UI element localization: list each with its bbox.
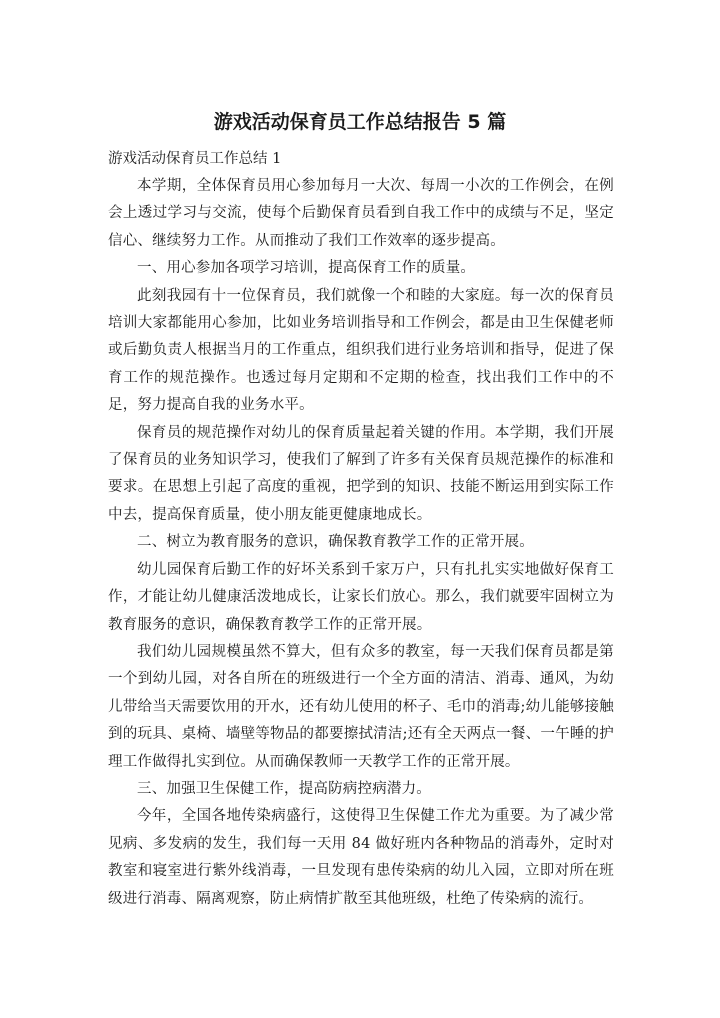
paragraph-daily-routine: 我们幼儿园规模虽然不算大，但有众多的教室，每一天我们保育员都是第一个到幼儿园，对各自所在的班级进行一个全方面的清洁、消毒、通风，为幼儿带给当天需要饮用的开水，还有幼儿使用的杯子、毛巾的消毒;幼儿能够接触到的玩具、桌椅、墙壁等物品的都要擦拭清洁;还有全天两点一餐、一午睡的护理工作做得扎实到位。从而确保教师一天教学工作的正常开展。 xyxy=(108,643,614,770)
section-heading-1: 一、用心参加各项学习培训，提高保育工作的质量。 xyxy=(137,260,476,277)
paragraph-training: 此刻我园有十一位保育员，我们就像一个和睦的大家庭。每一次的保育员培训大家都能用心参加，比如业务培训指导和工作例会，都是由卫生保健老师或后勤负责人根据当月的工作重点，组织我们进行业务培训和指导，促进了保育工作的规范操作。也透过每月定期和不定期的检查，找出我们工作中的不足，努力提高自我的业务水平。 xyxy=(108,287,614,414)
paragraph-service-awareness: 幼儿园保育后勤工作的好坏关系到千家万户，只有扎扎实实地做好保育工作，才能让幼儿健康活泼地成长，让家长们放心。那么，我们就要牢固树立为教育服务的意识，确保教育教学工作的正常开展。 xyxy=(108,561,614,633)
document-title: 游戏活动保育员工作总结报告 5 篇 xyxy=(213,111,507,133)
document-subtitle: 游戏活动保育员工作总结 1 xyxy=(108,151,282,167)
paragraph-intro: 本学期，全体保育员用心参加每月一大次、每周一小次的工作例会，在例会上透过学习与交流，使每个后勤保育员看到自我工作中的成绩与不足，坚定信心、继续努力工作。从而推动了我们工作效率的逐步提高。 xyxy=(108,178,614,249)
paragraph-hygiene: 今年，全国各地传染病盛行，这使得卫生保健工作尤为重要。为了减少常见病、多发病的发生，我们每一天用 84 做好班内各种物品的消毒外，定时对教室和寝室进行紫外线消毒，一旦发现有患传染病的幼儿入园，立即对所在班级进行消毒、隔离观察，防止病情扩散至其他班级，杜绝了传染病的流行。 xyxy=(108,808,614,907)
document-body xyxy=(108,145,614,913)
section-heading-3: 三、加强卫生保健工作，提高防病控病潜力。 xyxy=(137,780,431,797)
paragraph-standard-operation: 保育员的规范操作对幼儿的保育质量起着关键的作用。本学期，我们开展了保育员的业务知识学习，使我们了解到了许多有关保育员规范操作的标准和要求。在思想上引起了高度的重视，把学到的知识、技能不断运用到实际工作中去，提高保育质量，使小朋友能更健康地成长。 xyxy=(108,424,614,523)
section-heading-2: 二、树立为教育服务的意识，确保教育教学工作的正常开展。 xyxy=(137,534,534,551)
